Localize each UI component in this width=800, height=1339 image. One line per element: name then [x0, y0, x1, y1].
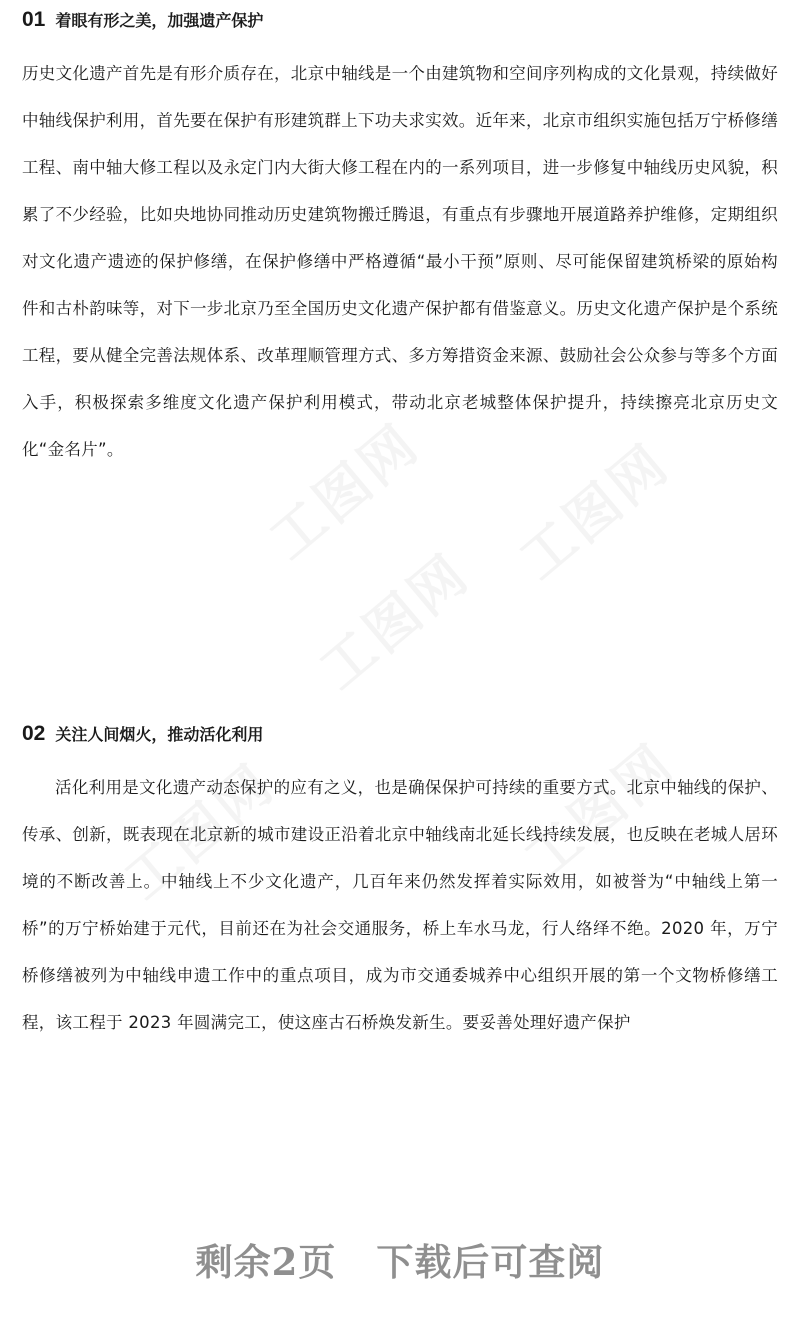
- download-banner[interactable]: [0, 1232, 800, 1286]
- section-2: [22, 722, 778, 1046]
- section-1-paragraph: 历史文化遗产首先是有形介质存在，北京中轴线是一个由建筑物和空间序列构成的文化景观，持续做好中轴线保护利用，首先要在保护有形建筑群上下功夫求实效。近年来，北京市组织实施包括万宁桥修缮工程、南中轴大修工程以及永定门内大街大修工程在内的一系列项目，进一步修复中轴线历史风貌，积累了不少经验，比如央地协同推动历史建筑物搬迁腾退，有重点有步骤地开展道路养护维修，定期组织对文化遗产遗迹的保护修缮，在保护修缮中严格遵循“最小干预”原则、尽可能保留建筑桥梁的原始构件和古朴韵味等，对下一步北京乃至全国历史文化遗产保护都有借鉴意义。历史文化遗产保护是个系统工程，要从健全完善法规体系、改革理顺管理方式、多方筹措资金来源、鼓励社会公众参与等多个方面入手，积极探索多维度文化遗产保护利用模式，带动北京老城整体保护提升，持续擦亮北京历史文化“金名片”。: [22, 64, 778, 459]
- remaining-pages-label: 剩余2页: [195, 1240, 337, 1284]
- download-to-view-label[interactable]: 下载后可查阅: [376, 1240, 605, 1284]
- section-2-paragraph: 活化利用是文化遗产动态保护的应有之义，也是确保保护可持续的重要方式。北京中轴线的保护、传承、创新，既表现在北京新的城市建设正沿着北京中轴线南北延长线持续发展，也反映在老城人居环境的不断改善上。中轴线上不少文化遗产，几百年来仍然发挥着实际效用，如被誉为“中轴线上第一桥”的万宁桥始建于元代，目前还在为社会交通服务，桥上车水马龙，行人络绎不绝。2020 年，万宁桥修缮被列为中轴线申遗工作中的重点项目，成为市交通委城养中心组织开展的第一个文物桥修缮工程，该工程于 2023 年圆满完工，使这座古石桥焕发新生。要妥善处理好遗产保护: [22, 778, 778, 1032]
- section-1-heading: [22, 8, 778, 32]
- section-2-number: 02: [22, 722, 46, 745]
- section-1-title: 着眼有形之美，加强遗产保护: [55, 11, 264, 30]
- section-2-heading: [22, 722, 778, 746]
- section-1: [22, 8, 778, 473]
- watermark: [301, 533, 484, 704]
- section-1-number: 01: [22, 8, 46, 31]
- section-2-title: 关注人间烟火，推动活化利用: [55, 725, 264, 744]
